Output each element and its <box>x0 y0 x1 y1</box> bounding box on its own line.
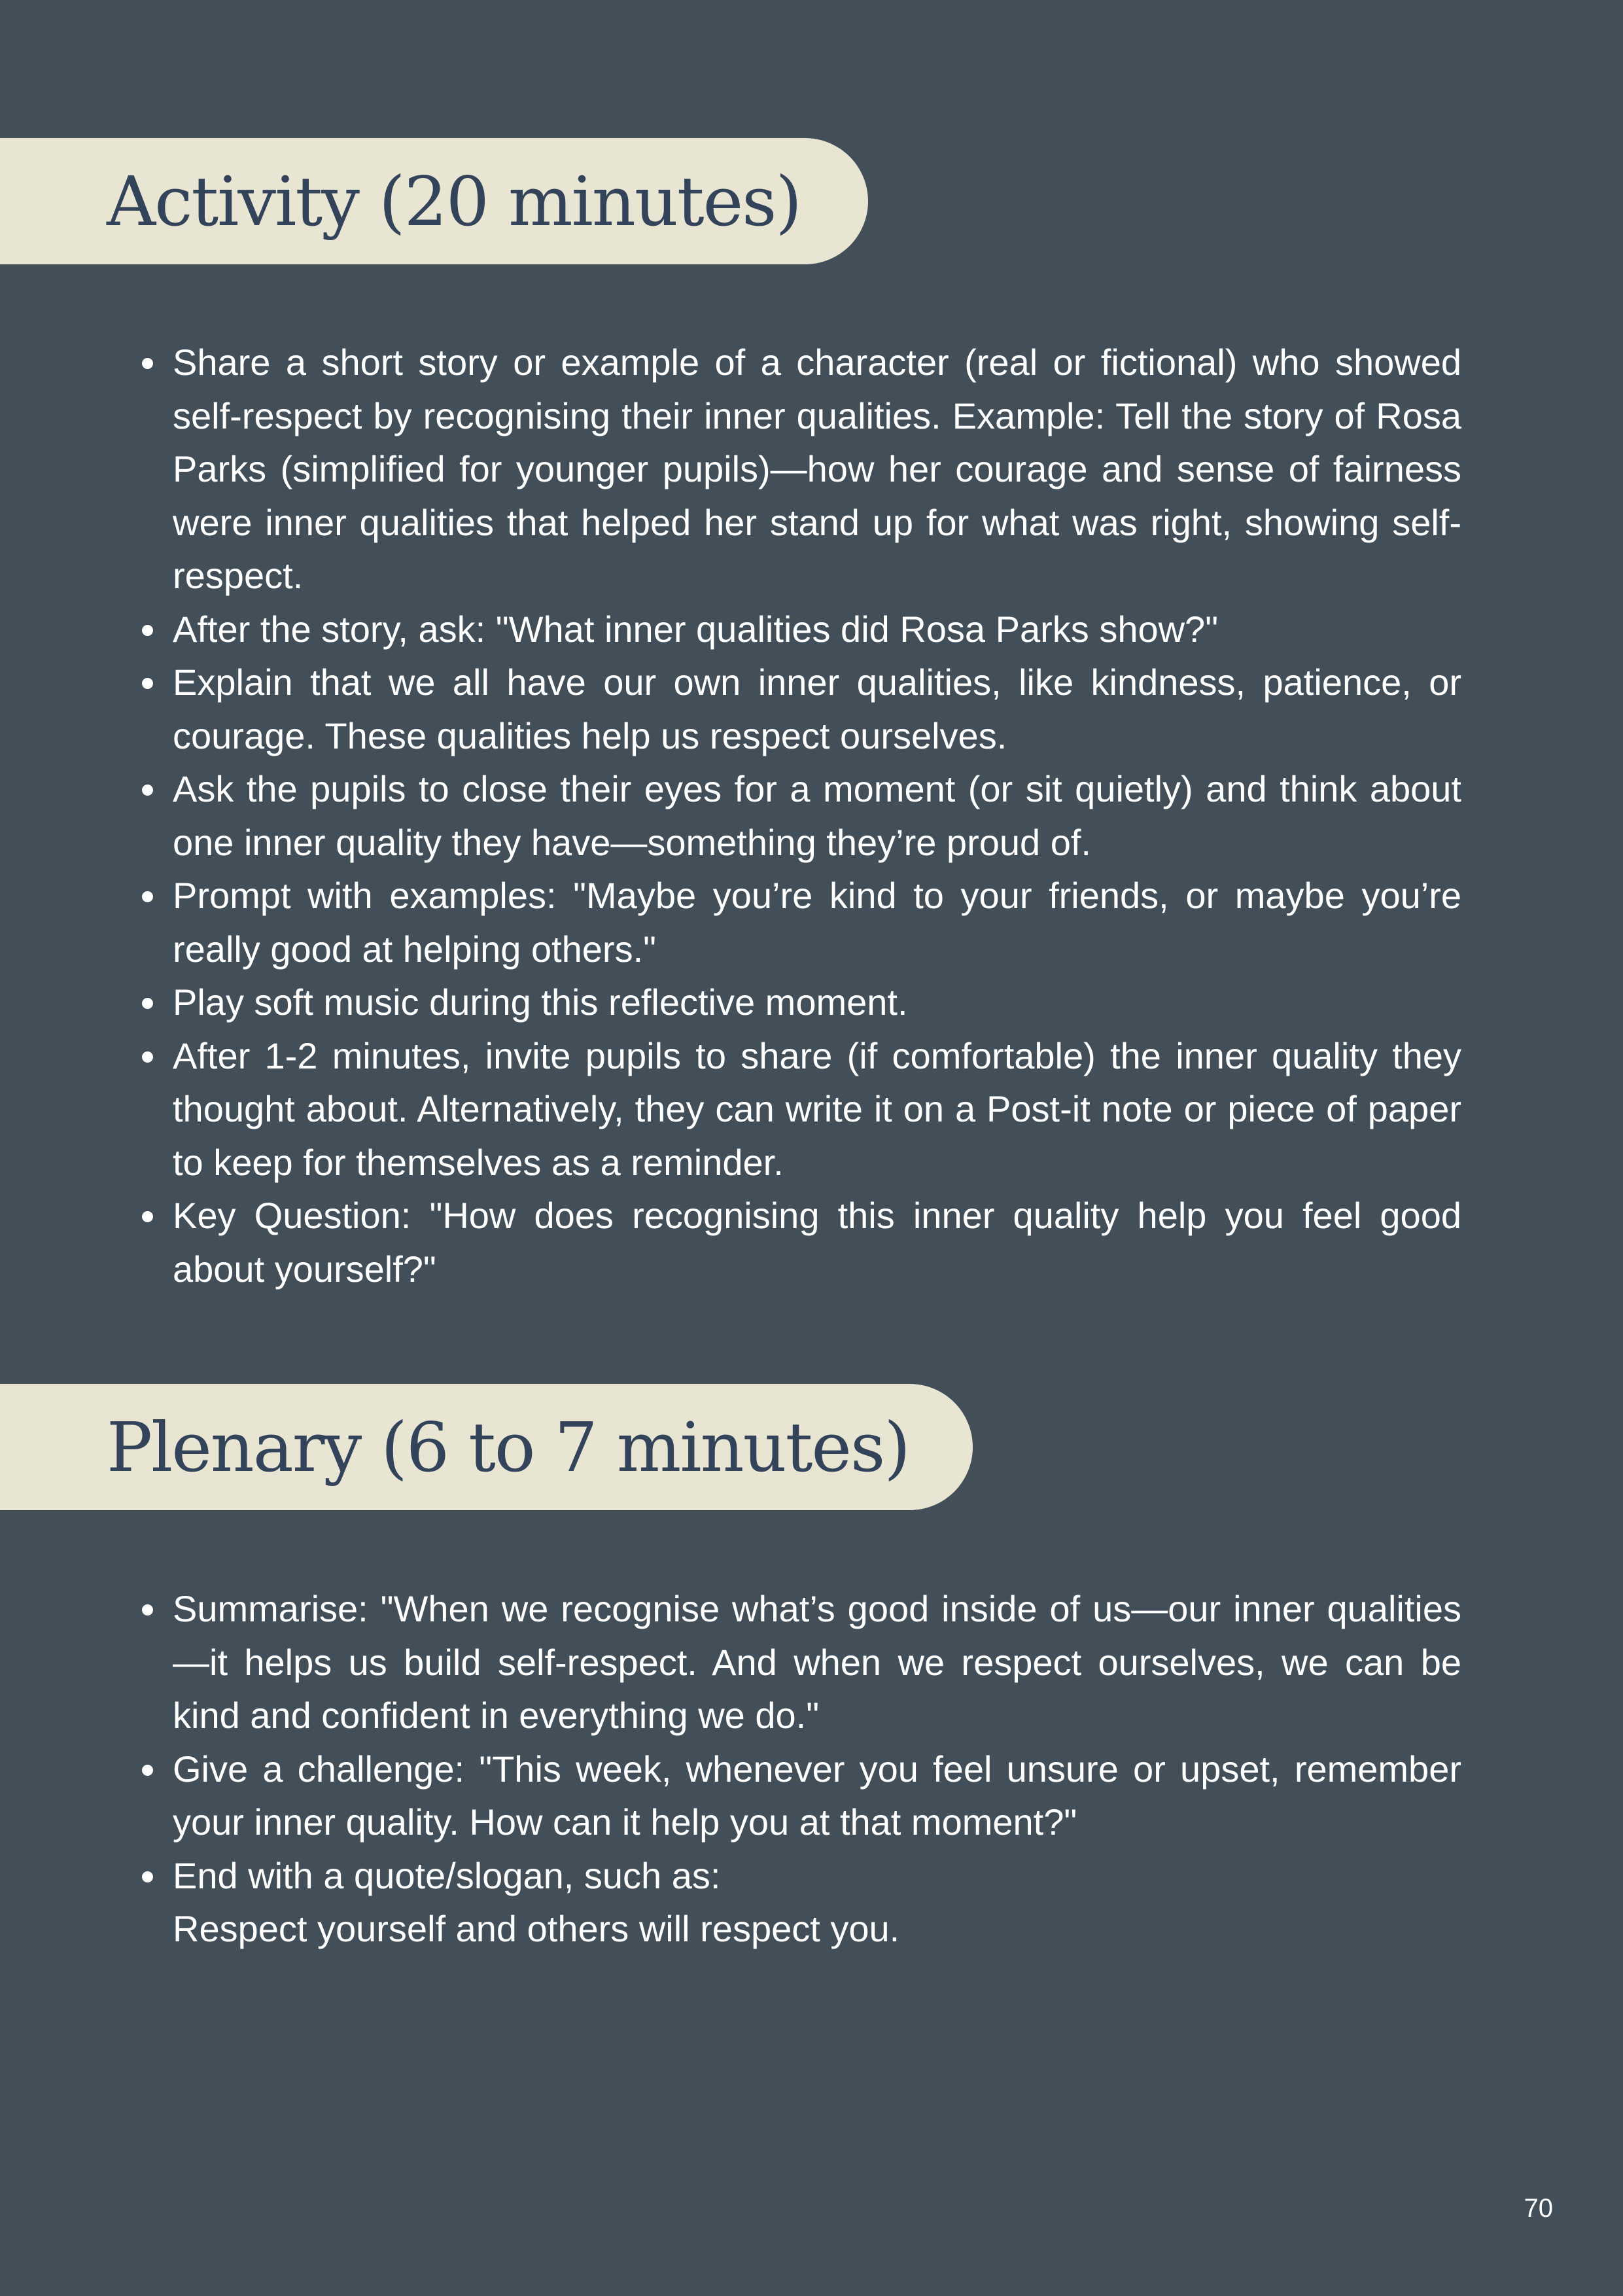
list-item-text: Prompt with examples: "Maybe you’re kind to your friends, or maybe you’re really good at helping others." <box>173 875 1461 970</box>
page-number: 70 <box>1524 2194 1553 2223</box>
list-item <box>173 1029 1461 1190</box>
bullet-icon <box>142 891 153 902</box>
activity-heading-banner <box>0 138 868 264</box>
list-item <box>173 603 1461 656</box>
list-item <box>173 976 1461 1029</box>
list-item <box>173 1742 1461 1849</box>
bullet-icon <box>142 678 153 689</box>
bullet-icon <box>142 1211 153 1222</box>
list-item-text: After the story, ask: "What inner qualities did Rosa Parks show?" <box>173 608 1219 650</box>
list-item-text: Share a short story or example of a character (real or fictional) who showed self-respect by recognising their inner qualities. Example: Tell the story of Rosa Parks (simplified for younger pupils)—how her courage and sense of fairness were inner qualities that helped her stand up for what was right, showing self-respect. <box>173 342 1461 596</box>
list-item <box>173 762 1461 869</box>
bullet-icon <box>142 1765 153 1776</box>
bullet-icon <box>142 1604 153 1616</box>
list-item <box>173 1582 1461 1742</box>
slogan-quote: Respect yourself and others will respect you. <box>173 1908 900 1949</box>
plenary-heading: Plenary (6 to 7 minutes) <box>107 1407 909 1487</box>
list-item <box>173 1189 1461 1296</box>
bullet-icon <box>142 625 153 636</box>
bullet-icon <box>142 785 153 796</box>
list-item-text: End with a quote/slogan, such as: <box>173 1854 721 1896</box>
bullet-icon <box>142 1871 153 1882</box>
list-item-text: Summarise: "When we recognise what’s good inside of us—our inner qualities—it helps us build self-respect. And when we respect ourselves, we can be kind and confident in everything we do." <box>173 1588 1461 1736</box>
list-item-text: After 1-2 minutes, invite pupils to share (if comfortable) the inner quality they thought about. Alternatively, they can write it on a Post-it note or piece of paper to keep for themselves as a reminder. <box>173 1034 1461 1183</box>
plenary-heading-banner <box>0 1384 973 1510</box>
bullet-icon <box>142 998 153 1009</box>
list-item <box>173 869 1461 976</box>
activity-heading: Activity (20 minutes) <box>107 161 801 241</box>
list-item <box>173 336 1461 603</box>
list-item-text: Ask the pupils to close their eyes for a moment (or sit quietly) and think about one inner quality they have—something they’re proud of. <box>173 768 1461 863</box>
bullet-icon <box>142 1051 153 1063</box>
list-item-text: Key Question: "How does recognising this inner quality help you feel good about yourself?" <box>173 1195 1461 1290</box>
bullet-icon <box>142 358 153 369</box>
list-item-text: Explain that we all have our own inner qualities, like kindness, patience, or courage. These qualities help us respect ourselves. <box>173 662 1461 756</box>
list-item-text: Give a challenge: "This week, whenever you feel unsure or upset, remember your inner quality. How can it help you at that moment?" <box>173 1748 1461 1843</box>
activity-list <box>173 336 1461 1296</box>
list-item <box>173 656 1461 762</box>
list-item-text: Play soft music during this reflective moment. <box>173 981 908 1023</box>
plenary-list <box>173 1582 1461 1956</box>
list-item <box>173 1849 1461 1956</box>
